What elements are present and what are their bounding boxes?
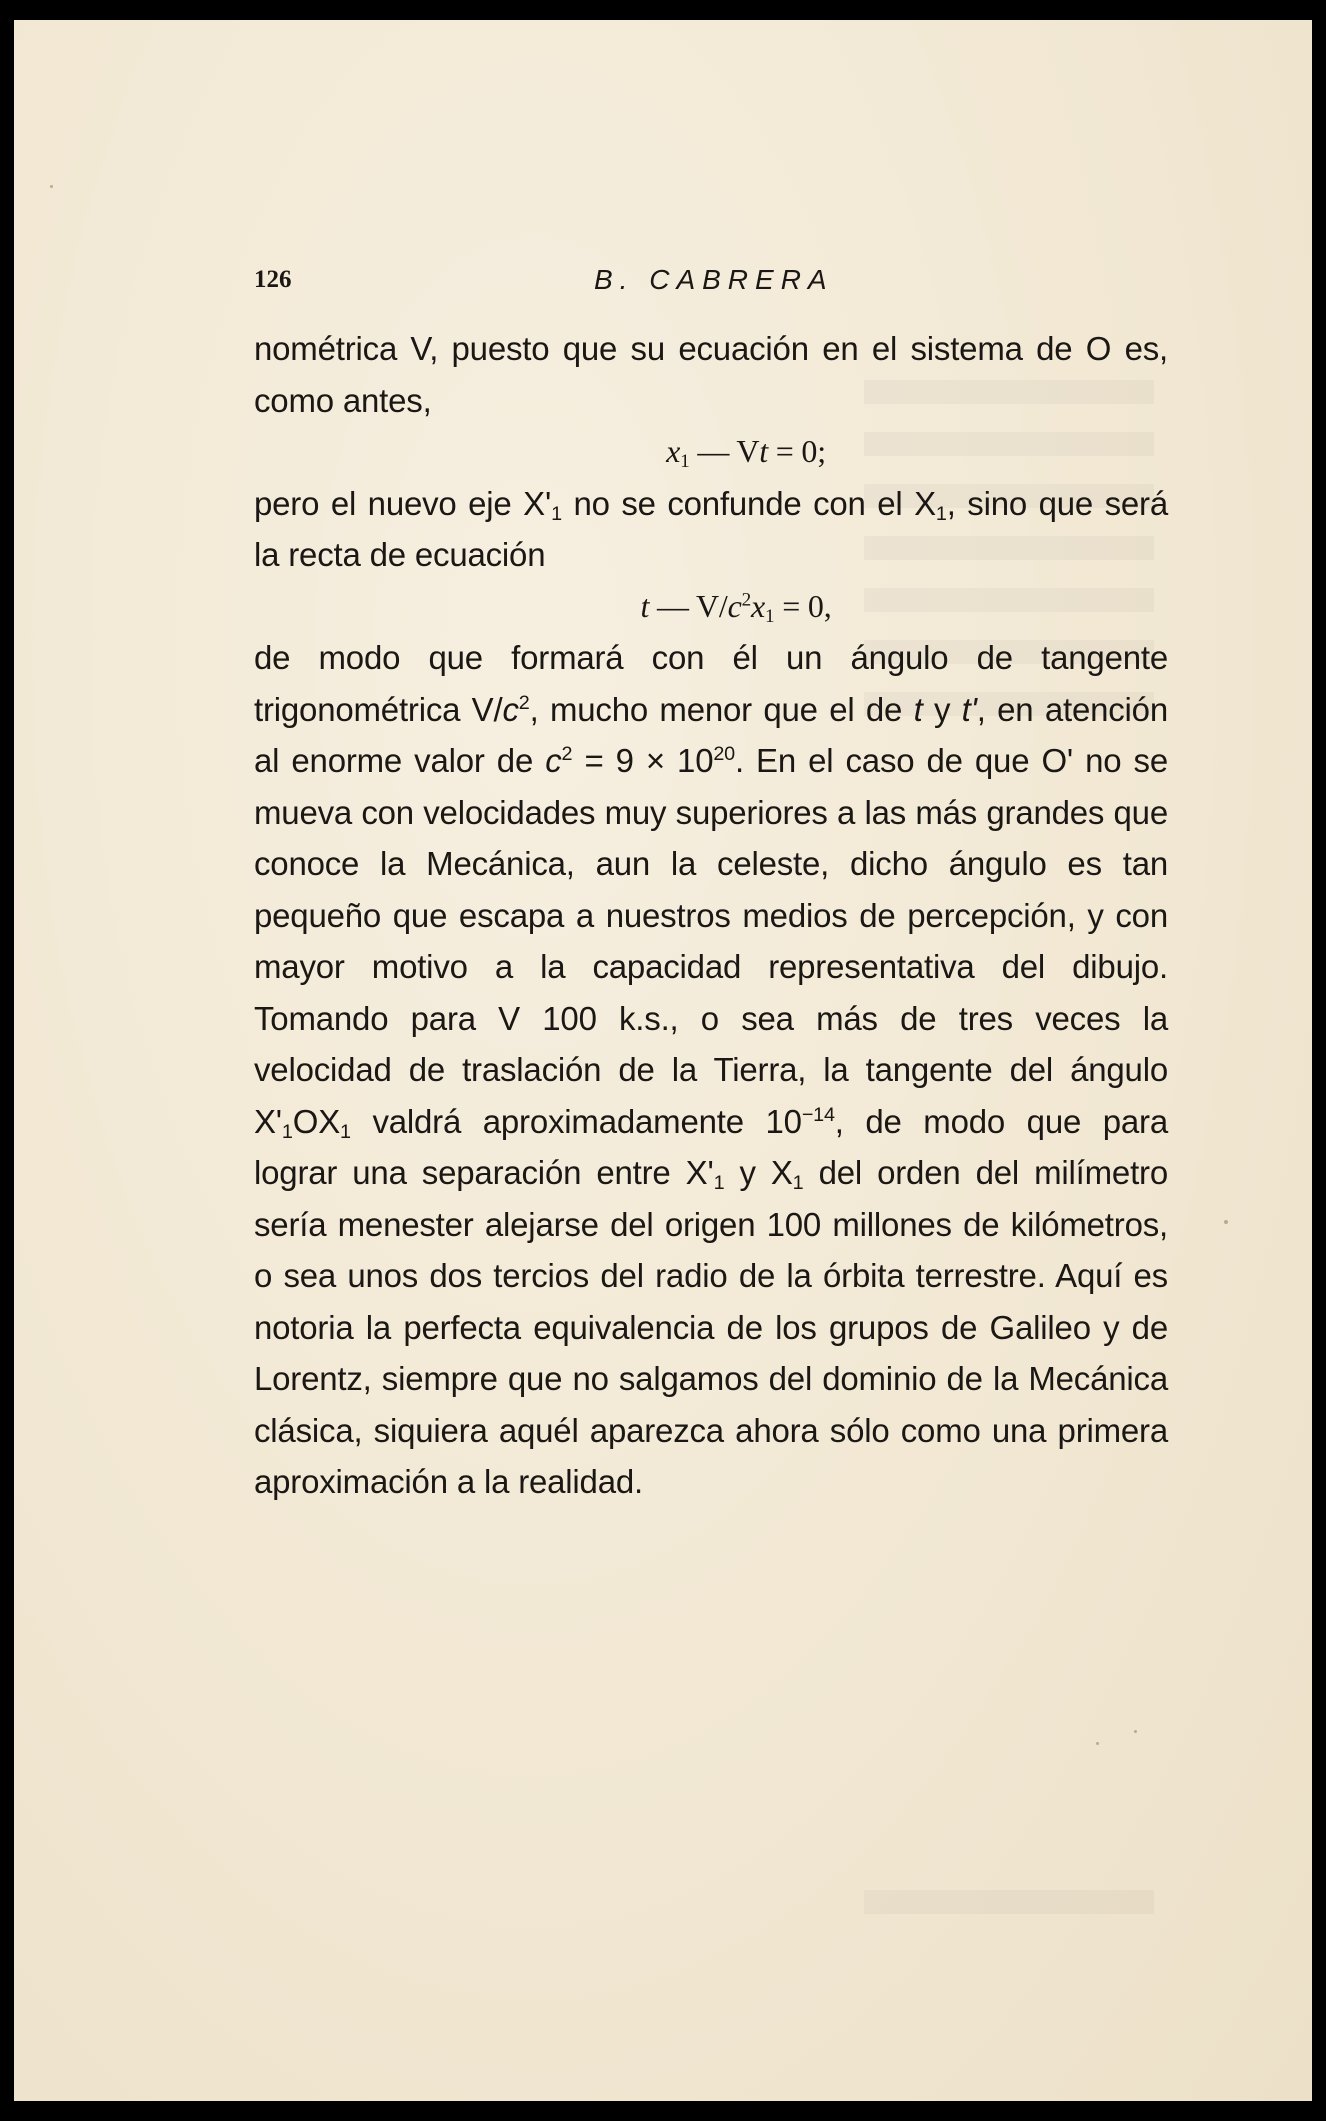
text-run: . En el caso de que O' no se mueva con velocidades muy superiores a las más grandes que conoce la Mecánica, aun la celeste, dicho ángulo es tan pequeño que escapa a nuestros medios de percepción, y con mayor motivo a la capacidad representativa del dibujo. Tomando para V 100 k.s., o sea más de tres veces la velocidad de traslación de la Tierra, la tangente del ángulo X' [254, 742, 1168, 1140]
text-run: de modo que formará con él un ángulo de tangente trigonométrica V/ [254, 639, 1168, 728]
subscript: 1 [765, 605, 775, 627]
subscript: 1 [713, 1171, 725, 1194]
paragraph [254, 478, 1168, 581]
equation-term: — V [689, 433, 760, 469]
text-run: c [502, 690, 519, 728]
text-run: pero el nuevo eje X' [254, 484, 552, 522]
superscript: 2 [518, 691, 530, 714]
paragraph: nométrica V, puesto que su ecuación en el sistema de O es, como antes, [254, 330, 1168, 419]
subscript: 1 [680, 450, 690, 472]
text-run: , sino que será la recta de ecuación [254, 484, 1168, 573]
equation-term: c [727, 587, 742, 624]
subscript: 1 [551, 502, 562, 525]
subscript: 1 [792, 1171, 804, 1194]
superscript: −14 [801, 1103, 835, 1126]
superscript: 2 [561, 743, 573, 766]
book-page [14, 20, 1312, 2101]
equation-term: = 0; [767, 433, 826, 469]
text-run: OX [292, 1102, 341, 1140]
superscript: 2 [741, 588, 752, 610]
text-run: , en atención al enorme valor de [254, 690, 1168, 779]
page-number: 126 [254, 266, 292, 293]
text-run: = 9 × 10 [572, 742, 714, 779]
equation-term: = 0, [774, 587, 832, 624]
subscript: 1 [935, 502, 947, 525]
subscript: 1 [340, 1120, 351, 1143]
text-run: y [922, 690, 962, 728]
equation-term: t [759, 433, 768, 469]
text-run: t' [961, 690, 977, 728]
equation-term: x [751, 587, 766, 624]
equation-term: x [666, 433, 681, 469]
text-run: c [545, 742, 562, 779]
equation-term: — V/ [649, 587, 728, 624]
text-run: del orden del milímetro sería menester alejarse del origen 100 millones de kilómetros, o sea unos dos tercios del radio de la órbita terrestre. Aquí es notoria la perfecta equivalencia de los grupos de Galileo y de Lorentz, siempre que no salgamos del dominio de la Mecánica clásica, siquiera aquél aparezca ahora sólo como una primera aproximación a la realidad. [254, 1154, 1168, 1500]
paragraph [254, 632, 1168, 1508]
subscript: 1 [281, 1120, 293, 1143]
text-run: no se confunde con el X [561, 484, 936, 522]
text-run: , mucho menor que el de [529, 690, 914, 728]
running-head: B. CABRERA [594, 264, 834, 295]
text-run: valdrá aproximadamente 10 [350, 1102, 802, 1140]
superscript: 20 [713, 743, 735, 766]
text-run: y X [724, 1154, 793, 1191]
equation-term: t [640, 587, 650, 624]
body-text [254, 323, 1168, 1508]
text-run: , de modo que para lograr una separación entre X' [254, 1102, 1168, 1191]
page-header [14, 252, 1312, 295]
equation [254, 581, 1168, 633]
equation [254, 426, 1168, 478]
text-run: t [913, 690, 923, 728]
